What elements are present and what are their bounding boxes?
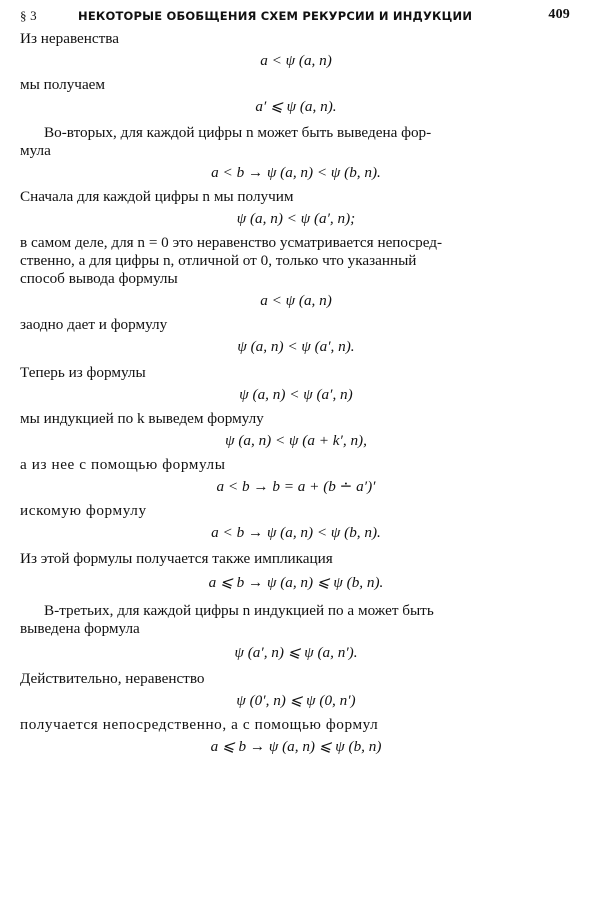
page-number: 409 xyxy=(548,7,570,22)
formula: ψ (a, n) < ψ (a′, n) xyxy=(239,386,353,403)
paragraph-text: способ вывода формулы xyxy=(20,270,178,287)
formula: a′ ⩽ ψ (a, n). xyxy=(255,98,337,115)
formula: a < ψ (a, n) xyxy=(260,52,332,69)
formula: a < b → b = a + (b ∸ a′)′ xyxy=(216,478,376,495)
formula: ψ (0′, n) ⩽ ψ (0, n′) xyxy=(236,692,356,709)
section-number: § 3 xyxy=(20,8,37,23)
formula: a ⩽ b → ψ (a, n) ⩽ ψ (b, n) xyxy=(210,738,382,755)
formula: ψ (a, n) < ψ (a′, n). xyxy=(237,338,355,355)
paragraph-text: Теперь из формулы xyxy=(20,364,146,381)
formula: a < b → ψ (a, n) < ψ (b, n). xyxy=(211,524,381,541)
paragraph-text: заодно дает и формулу xyxy=(20,316,168,333)
paragraph-text: В-третьих, для каждой цифры n индукцией по a может быть xyxy=(44,602,434,619)
paragraph-text: получается непосредственно, а с помощью формул xyxy=(20,716,379,733)
formula: a < ψ (a, n) xyxy=(260,292,332,309)
paragraph-text: Из неравенства xyxy=(20,30,120,47)
running-header xyxy=(20,0,572,30)
paragraph-text: мы индукцией по k выведем формулу xyxy=(20,410,264,427)
paragraph-text: Из этой формулы получается также импликация xyxy=(20,550,333,567)
paragraph-text: искомую формулу xyxy=(20,502,147,519)
paragraph-text: ственно, а для цифры n, отличной от 0, только что указанный xyxy=(20,252,417,269)
paragraph-text: мы получаем xyxy=(20,76,106,93)
paragraph-text: Во-вторых, для каждой цифры n может быть выведена фор- xyxy=(44,124,432,141)
formula: ψ (a, n) < ψ (a + k′, n), xyxy=(225,432,367,449)
paragraph-text: мула xyxy=(20,142,51,159)
formula: a ⩽ b → ψ (a, n) ⩽ ψ (b, n). xyxy=(208,574,384,591)
paragraph-text: выведена формула xyxy=(20,620,140,637)
paragraph-text: Действительно, неравенство xyxy=(20,670,205,687)
formula: ψ (a, n) < ψ (a′, n); xyxy=(236,210,356,227)
paragraph-text: Сначала для каждой цифры n мы получим xyxy=(20,188,294,205)
paragraph-text: в самом деле, для n = 0 это неравенство усматривается непосред- xyxy=(20,234,443,251)
paragraph-text: а из нее с помощью формулы xyxy=(20,456,226,473)
running-title: НЕКОТОРЫЕ ОБОБЩЕНИЯ СХЕМ РЕКУРСИИ И ИНДУКЦИИ xyxy=(78,9,473,23)
page-body xyxy=(20,30,572,756)
formula: a < b → ψ (a, n) < ψ (b, n). xyxy=(211,164,381,181)
formula: ψ (a′, n) ⩽ ψ (a, n′). xyxy=(234,644,358,661)
